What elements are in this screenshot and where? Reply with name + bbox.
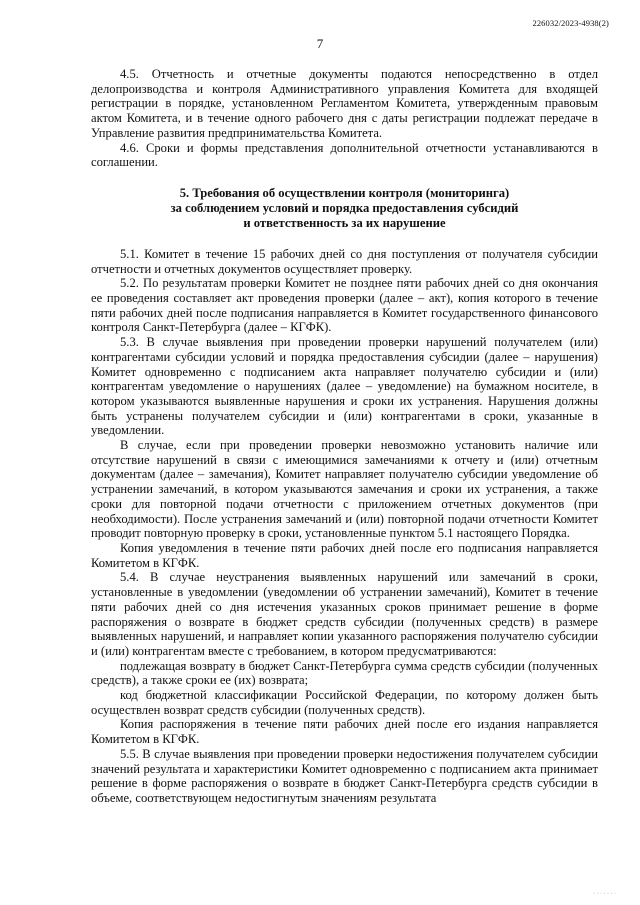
paragraph-5-5: 5.5. В случае выявления при проведении проверки недостижения получателем субсидии значений результата и характеристики Комитет одновременно с подписанием акта принимает решение в форме распоряжения о возврате в бюджет Санкт-Петербурга средств субсидии в объеме, соответствующем недостигнутым значениям результата bbox=[91, 746, 598, 805]
page-number: 7 bbox=[316, 36, 324, 51]
section-spacer bbox=[91, 170, 598, 186]
section-heading-line: за соблюдением условий и порядка предоставления субсидий bbox=[170, 200, 519, 215]
paragraph-5-4: 5.4. В случае неустранения выявленных нарушений или замечаний в сроки, установленные в уведомлении (уведомлении об устранении замечаний), Комитет в течение пяти рабочих дней со дня истечения указанных сроков принимает решение в форме распоряжения о возврате в бюджет средств субсидии (полученных средств) в размере выявленных нарушений, и направляет копии указанного распоряжения получателю субсидии и (или) контрагентам вместе с требованием, в котором предусматриваются: bbox=[91, 570, 598, 658]
corner-mark: · · · · · · · bbox=[593, 891, 616, 897]
paragraph-4-5: 4.5. Отчетность и отчетные документы подаются непосредственно в отдел делопроизводства и контроля Административного управления Комитета для входящей регистрации в порядке, установленном Регламентом Комитета, утвержденным правовым актом Комитета, и в течение одного рабочего дня с даты регистрации подлежат передаче в Управление развития предпринимательства Комитета. bbox=[91, 67, 598, 140]
paragraph-5-4-copy: Копия распоряжения в течение пяти рабочих дней после его издания направляется Комитетом в КГФК. bbox=[91, 717, 598, 747]
document-body bbox=[91, 67, 598, 806]
paragraph-5-4-code: код бюджетной классификации Российской Федерации, по которому должен быть осуществлен возврат средств субсидии (полученных средств). bbox=[91, 688, 598, 717]
section-5-heading bbox=[91, 186, 598, 231]
section-heading-line: и ответственность за их нарушение bbox=[243, 215, 446, 230]
document-registration-number: 226032/2023-4938(2) bbox=[532, 18, 609, 28]
paragraph-5-3-copy: Копия уведомления в течение пяти рабочих дней после его подписания направляется Комитетом в КГФК. bbox=[91, 540, 598, 570]
paragraph-5-2: 5.2. По результатам проверки Комитет не позднее пяти рабочих дней со дня окончания ее проведения составляет акт проведения проверки (далее – акт), копия которого в течение пяти рабочих дней после подписания направляется в Комитет государственного финансового контроля Санкт-Петербурга (далее – КГФК). bbox=[91, 276, 598, 335]
section-heading-line: 5. Требования об осуществлении контроля (мониторинга) bbox=[179, 185, 510, 200]
paragraph-5-1: 5.1. Комитет в течение 15 рабочих дней со дня поступления от получателя субсидии отчетности и отчетных документов осуществляет проверку. bbox=[91, 246, 598, 276]
paragraph-5-3-remarks: В случае, если при проведении проверки невозможно установить наличие или отсутствие нарушений в связи с имеющимися замечаниями к отчету и (или) отчетным документам (далее – замечания), Комитет направляет получателю субсидии уведомление об устранении замечаний, в котором указываются замечания и сроки их устранения, а также сроки для повторной подачи отчетности с приложением отчетных документов (при необходимости). После устранения замечаний и (или) повторной подачи отчетности Комитет проводит повторную проверку в сроки, установленные пунктом 5.1 настоящего Порядка. bbox=[91, 438, 598, 541]
paragraph-4-6: 4.6. Сроки и формы представления дополнительной отчетности устанавливаются в соглашении. bbox=[91, 140, 598, 170]
paragraph-5-4-amount: подлежащая возврату в бюджет Санкт-Петербурга сумма средств субсидии (полученных средств), а также сроки ее (их) возврата; bbox=[91, 658, 598, 688]
paragraph-5-3: 5.3. В случае выявления при проведении проверки нарушений получателем (или) контрагентами субсидии условий и порядка предоставления субсидии (далее – нарушения) Комитет одновременно с подписанием акта направляет получателю субсидии и (или) контрагентам уведомление о нарушениях (далее – уведомление) на бумажном носителе, в котором указываются выявленные нарушения и сроки их устранения. Нарушения должны быть устранены получателем субсидии и (или) контрагентами в сроки, указанные в уведомлении. bbox=[91, 335, 598, 438]
